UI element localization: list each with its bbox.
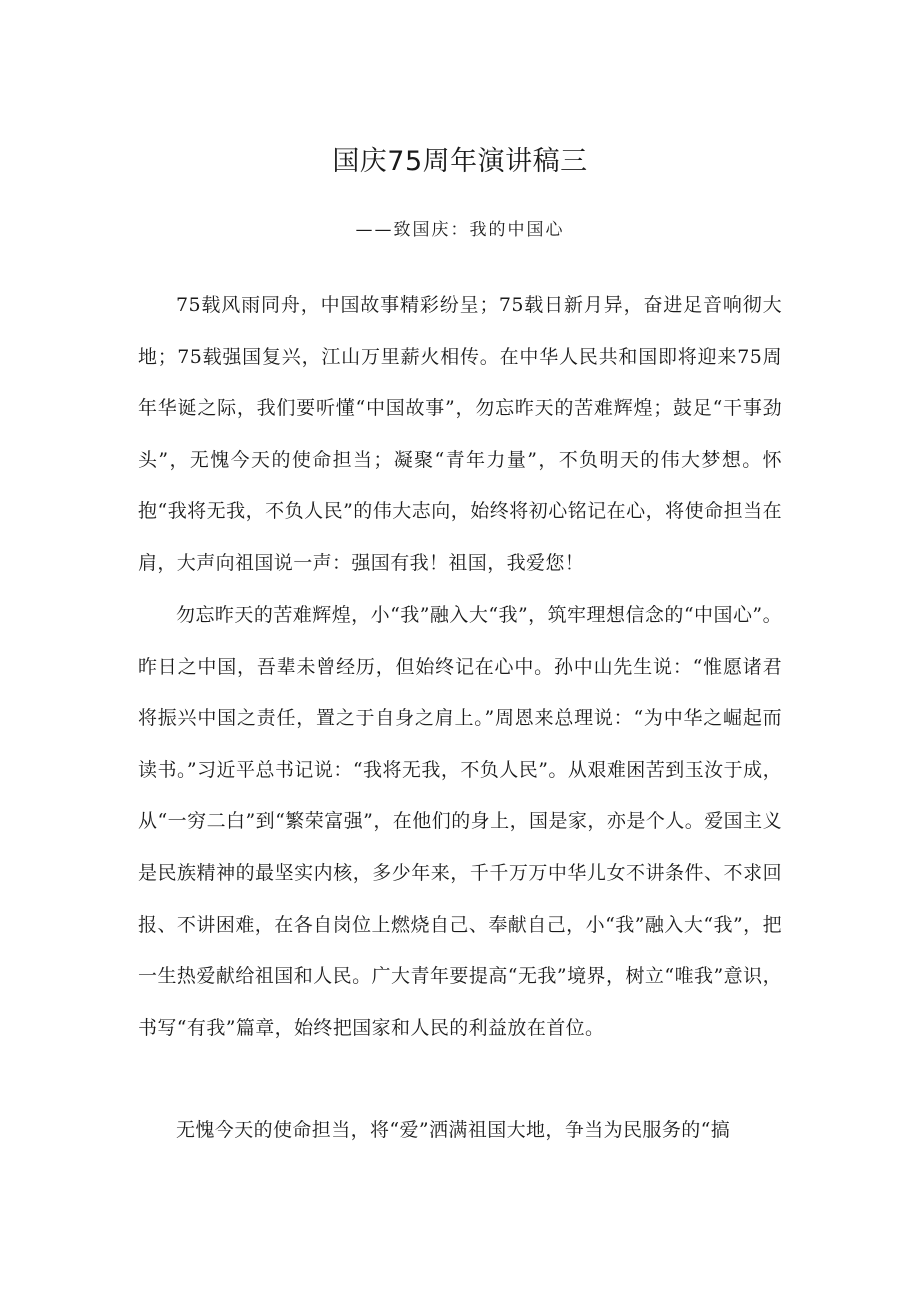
paragraph-2: 勿忘昨天的苦难辉煌，小“我”融入大“我”，筑牢理想信念的“中国心”。昨日之中国，吾辈未曾经历，但始终记在心中。孙中山先生说：“惟愿诸君将振兴中国之责任，置之于自身之肩上。”周恩来总理说：“为中华之崛起而读书。”习近平总书记说：“我将无我，不负人民”。从艰难困苦到玉汝于成，从“一穷二白”到“繁荣富强”，在他们的身上，国是家，亦是个人。爱国主义是民族精神的最坚实内核，多少年来，千千万万中华儿女不讲条件、不求回报、不讲困难，在各自岗位上燃烧自己、奉献自己，小“我”融入大“我”，把一生热爱献给祖国和人民。广大青年要提高“无我”境界，树立“唯我”意识，书写“有我”篇章，始终把国家和人民的利益放在首位。 <box>138 604 782 1039</box>
document-title: 国庆75周年演讲稿三 <box>332 146 588 177</box>
paragraph-1: 75载风雨同舟，中国故事精彩纷呈；75载日新月异，奋进足音响彻大地；75载强国复兴，江山万里薪火相传。在中华人民共和国即将迎来75周年华诞之际，我们要听懂“中国故事”，勿忘昨天的苦难辉煌；鼓足“干事劲头”，无愧今天的使命担当；凝聚“青年力量”，不负明天的伟大梦想。怀抱“我将无我，不负人民”的伟大志向，始终将初心铭记在心，将使命担当在肩，大声向祖国说一声：强国有我！祖国，我爱您！ <box>138 294 782 574</box>
document-subtitle: ——致国庆：我的中国心 <box>355 220 565 240</box>
paragraph-3: 无愧今天的使命担当，将“爱”洒满祖国大地，争当为民服务的“搞 <box>176 1119 731 1141</box>
